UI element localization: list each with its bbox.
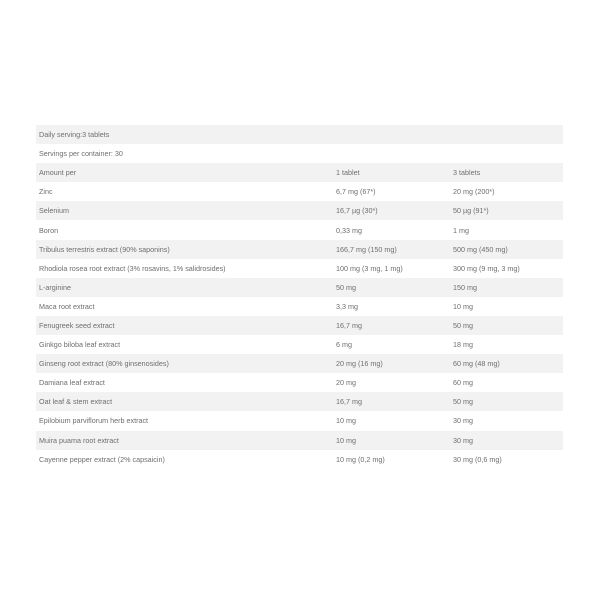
table-row [36,297,563,316]
amount-1-tablet: 16,7 mg [336,397,362,407]
amount-1-tablet: 20 mg [336,378,356,388]
ingredient-name: Maca root extract [39,301,95,311]
ingredient-name: L-arginine [39,282,71,292]
amount-3-tablets: 150 mg [453,282,477,292]
amount-3-tablets: 50 mg [453,320,473,330]
table-row [36,240,563,259]
daily-serving-text: Daily serving:3 tablets [39,130,110,140]
amount-3-tablets: 30 mg [453,416,473,426]
table-row [36,335,563,354]
amount-3-tablets: 1 mg [453,225,469,235]
daily-serving-row [36,125,563,144]
header-3-tablets: 3 tablets [453,168,481,178]
amount-1-tablet: 100 mg (3 mg, 1 mg) [336,263,403,273]
ingredient-name: Selenium [39,206,69,216]
ingredient-name: Cayenne pepper extract (2% capsaicin) [39,454,165,464]
ingredient-name: Damiana leaf extract [39,378,105,388]
amount-3-tablets: 50 µg (91*) [453,206,489,216]
table-row [36,278,563,297]
table-row [36,259,563,278]
amount-1-tablet: 6 mg [336,340,352,350]
amount-1-tablet: 10 mg [336,416,356,426]
amount-3-tablets: 20 mg (200*) [453,187,495,197]
amount-3-tablets: 500 mg (450 mg) [453,244,508,254]
amount-3-tablets: 300 mg (9 mg, 3 mg) [453,263,520,273]
ingredient-name: Epilobium parviflorum herb extract [39,416,149,426]
amount-1-tablet: 16,7 µg (30*) [336,206,378,216]
amount-3-tablets: 30 mg [453,435,473,445]
ingredient-name: Oat leaf & stem extract [39,397,113,407]
amount-3-tablets: 60 mg (48 mg) [453,359,500,369]
ingredient-name: Fenugreek seed extract [39,320,115,330]
table-row [36,354,563,373]
table-row [36,373,563,392]
table-row [36,431,563,450]
supplement-facts-table-container [36,125,563,469]
header-1-tablet: 1 tablet [336,168,360,178]
amount-3-tablets: 30 mg (0,6 mg) [453,454,502,464]
ingredient-name: Ginseng root extract (80% ginsenosides) [39,359,169,369]
servings-per-container-row [36,144,563,163]
amount-1-tablet: 10 mg (0,2 mg) [336,454,385,464]
amount-1-tablet: 16,7 mg [336,320,362,330]
table-row [36,411,563,430]
amount-1-tablet: 0,33 mg [336,225,362,235]
servings-per-container-text: Servings per container: 30 [39,149,123,159]
amount-3-tablets: 18 mg [453,340,473,350]
amount-3-tablets: 50 mg [453,397,473,407]
amount-1-tablet: 3,3 mg [336,301,358,311]
amount-1-tablet: 20 mg (16 mg) [336,359,383,369]
ingredient-name: Tribulus terrestris extract (90% saponins) [39,244,170,254]
amount-1-tablet: 10 mg [336,435,356,445]
amount-3-tablets: 10 mg [453,301,473,311]
ingredient-name: Zinc [39,187,53,197]
amount-1-tablet: 50 mg [336,282,356,292]
table-row [36,201,563,220]
header-amount-per: Amount per [39,168,77,178]
table-row [36,392,563,411]
amount-1-tablet: 166,7 mg (150 mg) [336,244,397,254]
table-row [36,182,563,201]
ingredient-name: Rhodiola rosea root extract (3% rosavins, 1% salidrosides) [39,263,226,273]
ingredient-name: Boron [39,225,59,235]
table-row [36,316,563,335]
table-row [36,220,563,239]
amount-1-tablet: 6,7 mg (67*) [336,187,376,197]
ingredient-name: Ginkgo biloba leaf extract [39,340,121,350]
ingredient-name: Muira puama root extract [39,435,119,445]
table-header-row [36,163,563,182]
supplement-facts-table [36,125,563,469]
table-row [36,450,563,469]
amount-3-tablets: 60 mg [453,378,473,388]
